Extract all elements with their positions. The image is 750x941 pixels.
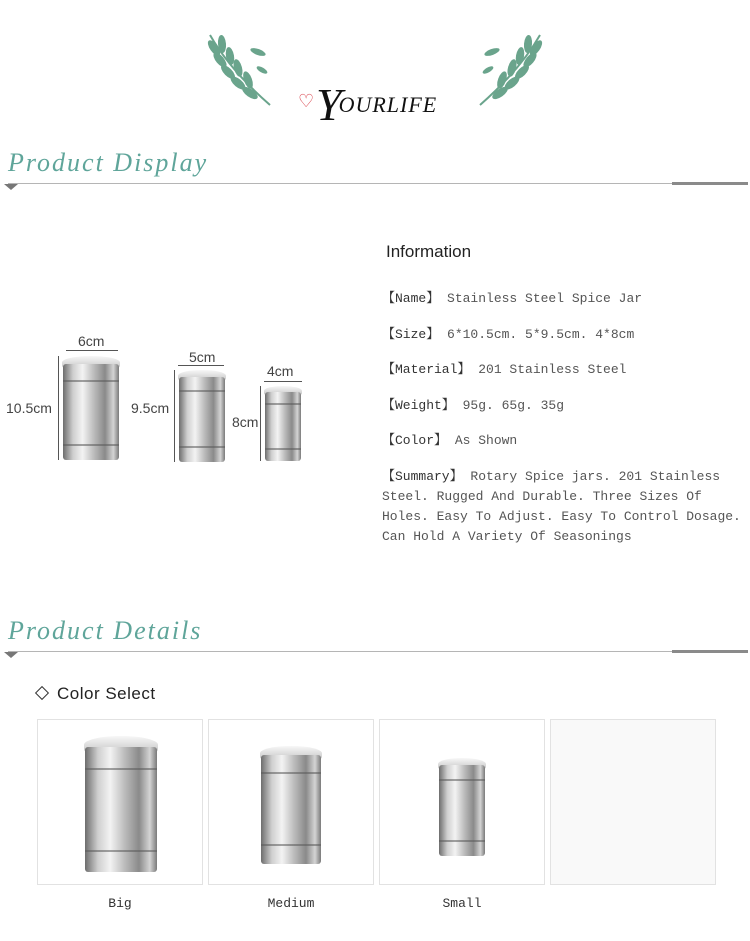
small-jar-ring (265, 448, 301, 450)
info-value: Rotary Spice jars. 201 Stainless Steel. Rugged And Durable. Three Sizes Of Holes. Easy To Adjust. Easy To Control Dosage. Can Hold A Variety Of Seasonings (382, 469, 741, 544)
details-divider-accent (672, 650, 748, 653)
color-option-small[interactable] (379, 719, 545, 885)
medium-jar-ring (179, 446, 225, 448)
color-option-medium[interactable] (208, 719, 374, 885)
display-divider (8, 183, 748, 184)
big-width-line (66, 350, 118, 351)
big-jar-ring (63, 444, 119, 446)
color-option-empty-slot (550, 719, 716, 885)
product-display-title: Product Display (8, 148, 209, 177)
color-option-small-label[interactable]: Small (442, 896, 482, 911)
small-height-label: 8cm (232, 414, 259, 430)
diamond-icon (35, 686, 49, 700)
size-diagram (0, 320, 360, 480)
info-key: 【Color】 (382, 433, 448, 448)
color-option-big-label[interactable]: Big (108, 896, 132, 911)
big-jar-ring (63, 380, 119, 382)
medium-jar-ring (179, 390, 225, 392)
brand-logo (316, 70, 438, 130)
info-value: As Shown (447, 433, 518, 448)
big-option-jar (84, 736, 158, 872)
info-value: 6*10.5cm. 5*9.5cm. 4*8cm (439, 327, 635, 342)
small-width-label: 4cm (267, 363, 294, 379)
jar-ring (261, 772, 321, 774)
display-divider-marker (4, 184, 18, 190)
details-divider (8, 651, 748, 652)
info-key: 【Weight】 (382, 398, 455, 413)
info-key: 【Material】 (382, 362, 471, 377)
jar-body (85, 747, 157, 872)
info-size (382, 325, 747, 345)
big-jar-image (62, 356, 120, 460)
small-jar-image (264, 386, 302, 461)
small-jar-ring (265, 403, 301, 405)
info-key: 【Size】 (382, 327, 440, 342)
left-wheat-icon (200, 30, 280, 110)
medium-jar-image (178, 370, 226, 462)
small-option-jar (438, 758, 486, 856)
info-name (382, 289, 747, 309)
brand-initial: Y (316, 79, 343, 130)
medium-width-label: 5cm (189, 349, 216, 365)
brand-header (0, 20, 750, 130)
product-details-title: Product Details (8, 616, 203, 645)
medium-height-line (174, 370, 175, 462)
info-summary (382, 467, 747, 547)
jar-ring (85, 850, 157, 852)
info-value: 95g. 65g. 35g (454, 398, 565, 413)
heart-icon: ♡ (298, 91, 315, 111)
jar-ring (85, 768, 157, 770)
color-option-medium-label[interactable]: Medium (267, 896, 315, 911)
color-option-big[interactable] (37, 719, 203, 885)
info-key: 【Summary】 (382, 469, 463, 484)
big-height-label: 10.5cm (6, 400, 52, 416)
information-title: Information (386, 242, 472, 261)
info-material (382, 360, 747, 380)
right-wheat-icon (470, 30, 550, 110)
info-value: 201 Stainless Steel (470, 362, 627, 377)
color-select-label: Color Select (57, 684, 156, 703)
jar-ring (261, 844, 321, 846)
small-width-line (264, 381, 302, 382)
small-height-line (260, 386, 261, 461)
jar-ring (439, 840, 485, 842)
jar-ring (439, 779, 485, 781)
medium-height-label: 9.5cm (131, 400, 170, 416)
info-value: Stainless Steel Spice Jar (439, 291, 643, 306)
details-divider-marker (4, 652, 18, 658)
info-color (382, 431, 747, 451)
big-width-label: 6cm (78, 333, 105, 349)
big-height-line (58, 356, 59, 460)
info-key: 【Name】 (382, 291, 440, 306)
brand-name: OURLIFE (338, 92, 438, 117)
display-divider-accent (672, 182, 748, 185)
info-weight (382, 396, 747, 416)
medium-width-line (178, 365, 224, 366)
medium-option-jar (260, 746, 322, 864)
